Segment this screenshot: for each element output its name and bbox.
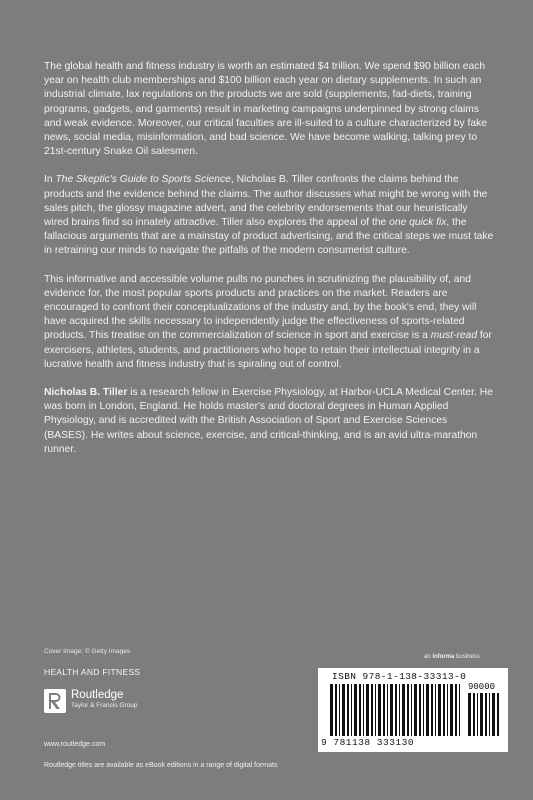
subject-category: HEALTH AND FITNESS xyxy=(44,667,141,677)
book-title: The Skeptic's Guide to Sports Science xyxy=(55,174,231,186)
ebook-note: Routledge titles are available as eBook editions in a range of digital formats xyxy=(44,762,278,769)
blurb-paragraph-2: In The Skeptic's Guide to Sports Science, Nicholas B. Tiller confronts the claims behind the products and the evidence behind the claims. The author discusses what might be wrong with the sales pitch, the glossy magazine advert, and the celebrity endorsements that our heuristically wired brains find so innately attractive. Tiller also explores the appeal of the one quick fix, the fallacious arguments that are a mainstay of product advertising, and the critical steps we must take in retraining our minds to navigate the pitfalls of the modern consumerist culture. xyxy=(44,174,494,257)
publisher-website: www.routledge.com xyxy=(44,741,106,748)
barcode-addon-bars-icon xyxy=(466,693,501,736)
ean-digits: 9 781138 333130 xyxy=(321,737,415,748)
quick-fix-phrase: one quick fix xyxy=(389,217,447,229)
informa-business-tag: an informa business xyxy=(424,654,480,660)
author-name: Nicholas B. Tiller xyxy=(44,387,128,399)
barcode-bars-icon xyxy=(328,684,463,736)
blurb-paragraph-3: This informative and accessible volume pulls no punches in scrutinizing the plausibility of, and evidence for, the most popular sports products and practices on the market. Readers are encouraged to confront their conceptualizations of the industry and, by the book's end, they will have acquired the skills necessary to independently judge the effectiveness of sports-related products. This treatise on the commercialization of science in sport and exercise is a must-read for exercisers, athletes, students, and practitioners who hope to retain their intellectual integrity in a lucrative health and fitness industry that is spiraling out of control. xyxy=(44,273,492,370)
author-bio: Nicholas B. Tiller is a research fellow in Exercise Physiology, at Harbor-UCLA Medical Center. He was born in London, England. He holds master's and doctoral degrees in Human Applied Physiology, and is accredited with the British Association of Sport and Exercise Sciences (BASES). He writes about science, exercise, and critical-thinking, and is an avid ultra-marathon runner. xyxy=(44,387,493,455)
publisher-group: Taylor & Francis Group xyxy=(71,702,138,709)
back-cover-blurb xyxy=(44,60,494,471)
isbn-barcode xyxy=(318,668,508,752)
publisher-name: Routledge xyxy=(71,689,124,701)
cover-image-credit: Cover Image: © Getty Images xyxy=(44,648,131,655)
barcode-addon-digits: 90000 xyxy=(468,682,496,692)
must-read-phrase: must-read xyxy=(430,330,478,342)
routledge-r-icon xyxy=(44,689,66,713)
publisher-logo xyxy=(44,689,137,713)
isbn-number: ISBN 978-1-138-33313-0 xyxy=(332,671,467,682)
blurb-paragraph-1: The global health and fitness industry is worth an estimated $4 trillion. We spend $90 billion each year on health club memberships and $100 billion each year on dietary supplements. In such an industrial climate, lax regulations on the products we are sold (supplements, fad-diets, training programs, gadgets, and garments) result in marketing campaigns underpinned by strong claims and weak evidence. Moreover, our critical faculties are ill-suited to a culture characterized by fake news, social media, misinformation, and bad science. We have become walking, talking prey to 21st-century Snake Oil salesmen. xyxy=(44,61,487,158)
